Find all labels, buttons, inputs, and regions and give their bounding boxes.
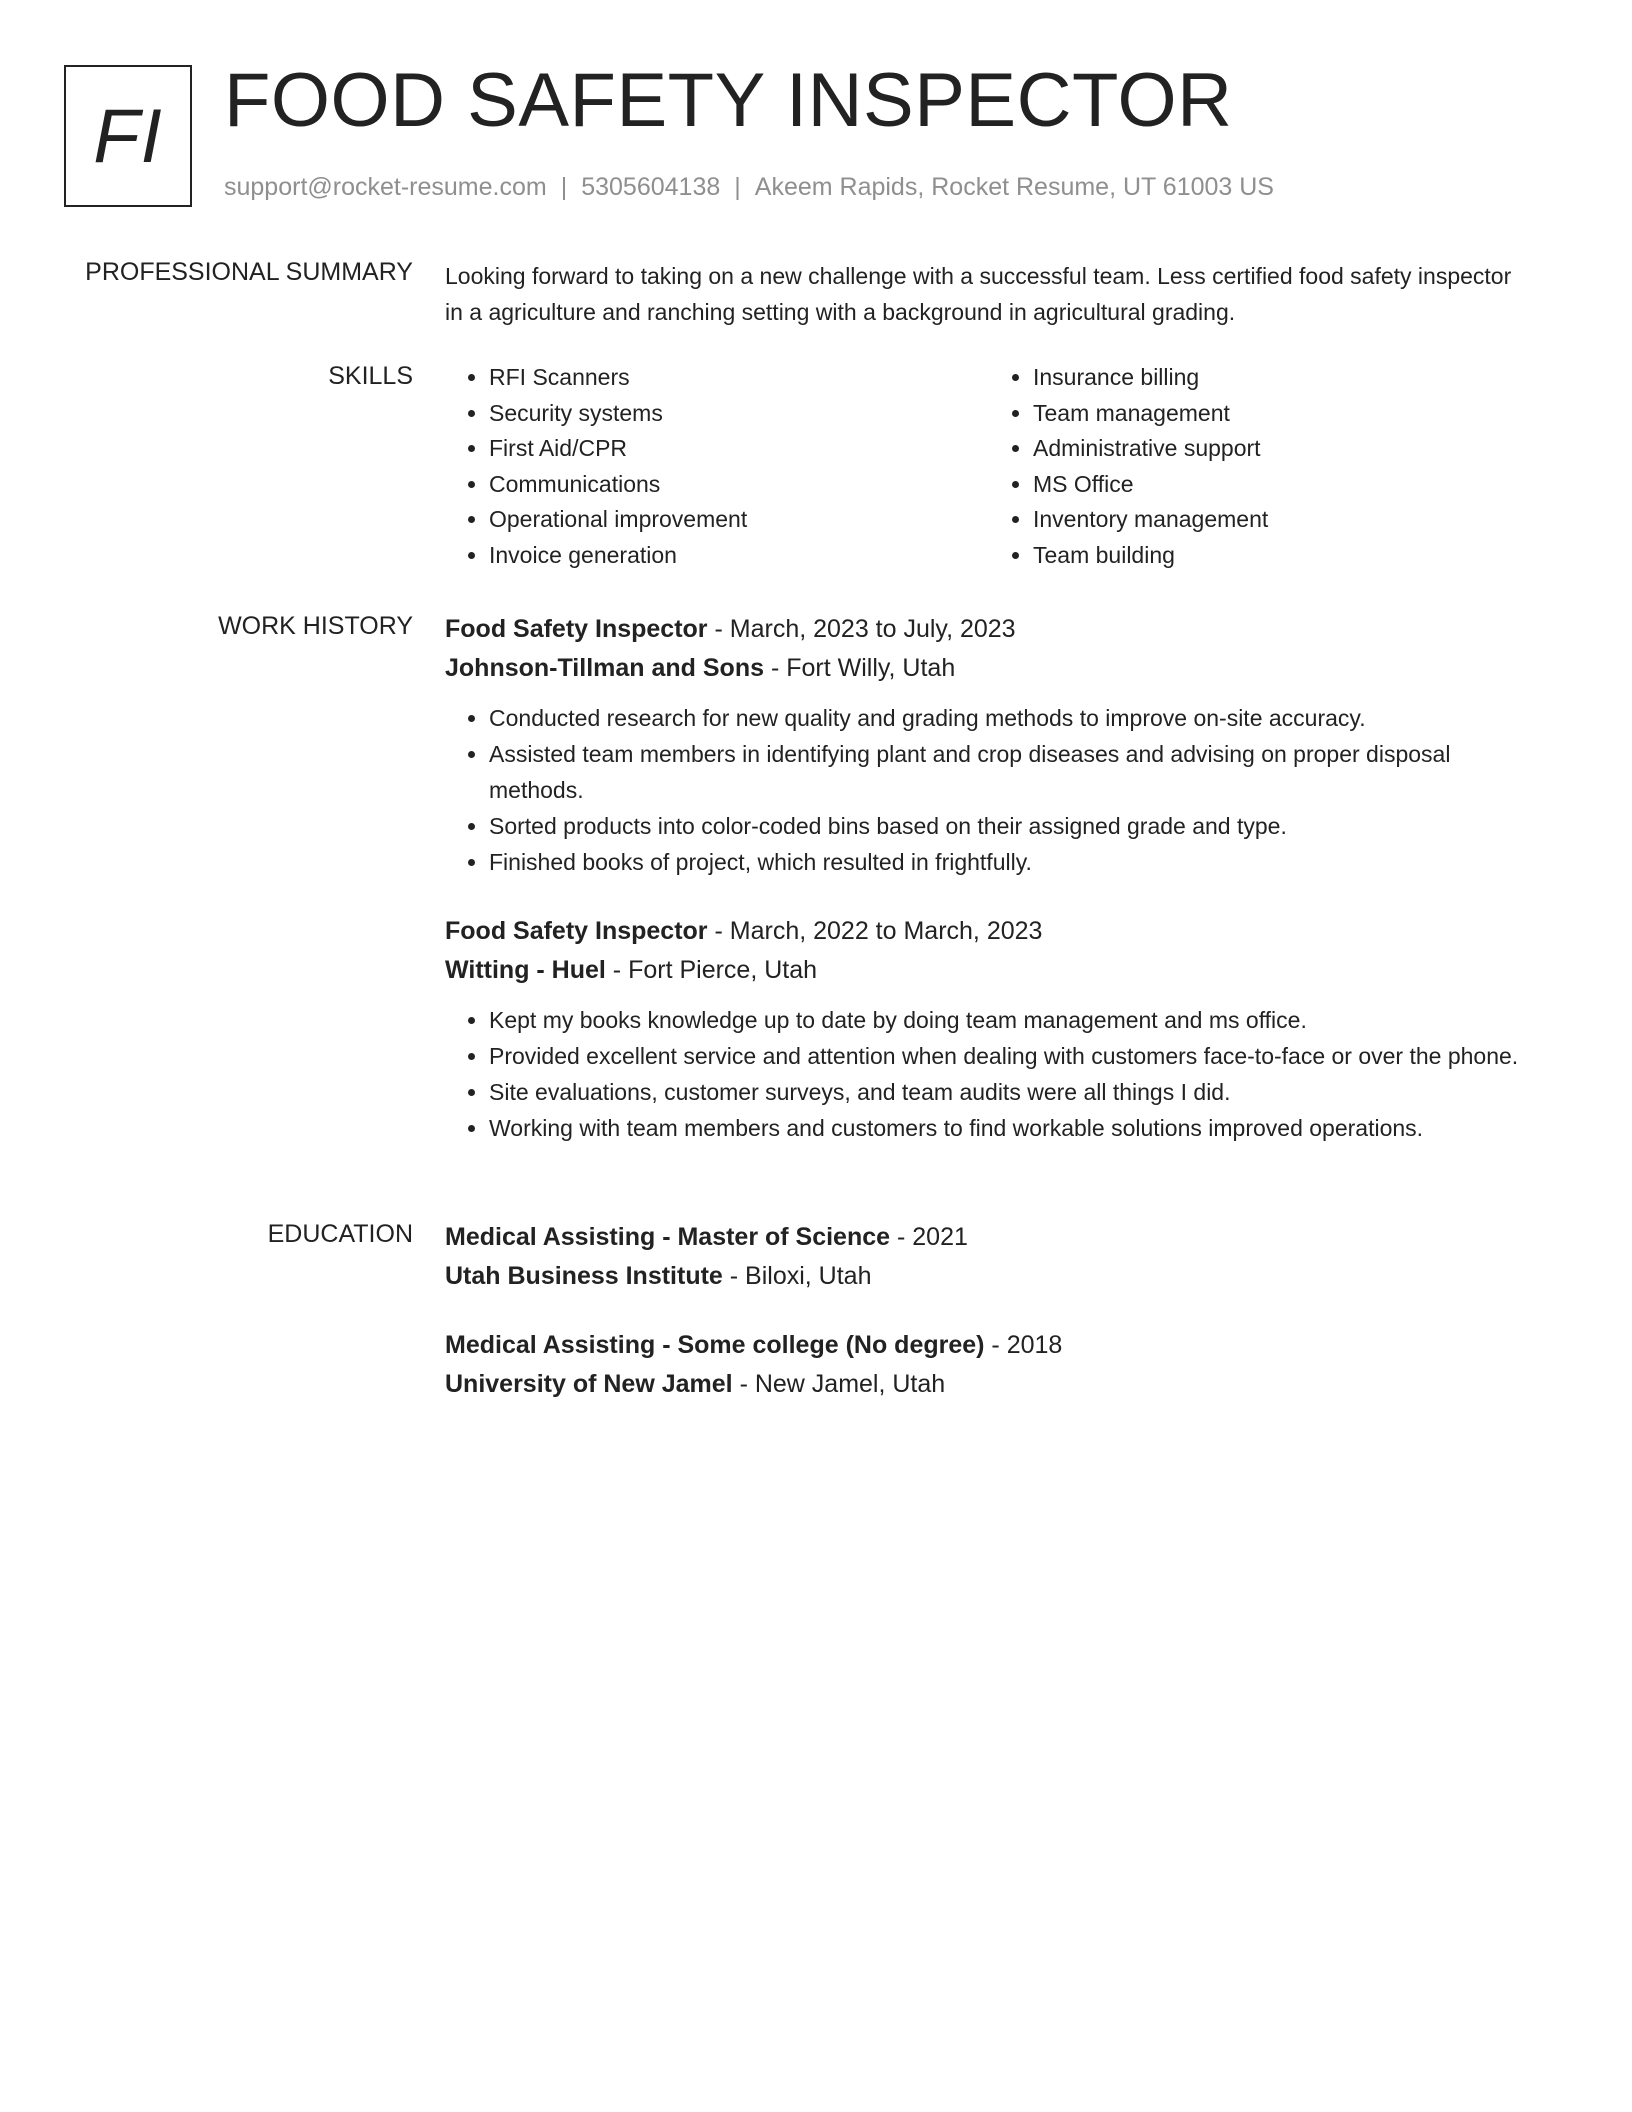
skill-item: • Insurance billing (1033, 360, 1533, 396)
job-bullets (445, 1002, 1533, 1146)
job-title-line (445, 912, 1533, 951)
skill-item: • Security systems (489, 396, 989, 432)
job-dates: - March, 2023 to July, 2023 (707, 615, 1016, 643)
monogram-badge: FI (64, 65, 192, 207)
skill-item: • Team building (1033, 538, 1533, 574)
job-company-line (445, 649, 1533, 688)
job-entry (445, 912, 1533, 1146)
skill-item: • Administrative support (1033, 431, 1533, 467)
job-dates: - March, 2022 to March, 2023 (707, 917, 1043, 945)
education-entry (445, 1326, 1533, 1404)
education-entry (445, 1218, 1533, 1296)
education-year: - 2021 (890, 1223, 968, 1251)
skills-body (445, 360, 1533, 574)
contact-line (224, 173, 1274, 202)
education-degree-line (445, 1218, 1533, 1257)
job-title: Food Safety Inspector (445, 917, 708, 945)
education-degree: Medical Assisting - Some college (No degree) (445, 1331, 985, 1359)
education-degree: Medical Assisting - Master of Science (445, 1223, 891, 1251)
education-body (445, 1218, 1533, 1404)
section-heading-work-history: WORK HISTORY (218, 612, 413, 640)
skill-item: • Operational improvement (489, 502, 989, 538)
job-company: Johnson-Tillman and Sons (445, 654, 765, 682)
skill-item: • RFI Scanners (489, 360, 989, 396)
education-year: - 2018 (984, 1331, 1063, 1359)
job-entry (445, 610, 1533, 880)
contact-address: Akeem Rapids, Rocket Resume, UT 61003 US (754, 173, 1274, 201)
skills-list-left (445, 360, 989, 574)
job-title: Food Safety Inspector (445, 615, 708, 643)
job-bullet: • Provided excellent service and attention when dealing with customers face-to-face or over the phone. (489, 1038, 1533, 1074)
job-bullet: • Kept my books knowledge up to date by doing team management and ms office. (489, 1002, 1533, 1038)
skills-list-right (989, 360, 1533, 574)
education-school: Utah Business Institute (445, 1262, 723, 1290)
job-bullets (445, 700, 1533, 880)
skill-item: • Invoice generation (489, 538, 989, 574)
job-location: - Fort Willy, Utah (764, 654, 956, 682)
education-school-line (445, 1365, 1533, 1404)
education-location: - New Jamel, Utah (732, 1370, 946, 1398)
job-company-line (445, 951, 1533, 990)
resume-header (64, 58, 1568, 209)
section-heading-skills: SKILLS (328, 362, 413, 390)
skill-item: • Inventory management (1033, 502, 1533, 538)
education-school-line (445, 1257, 1533, 1296)
education-degree-line (445, 1326, 1533, 1365)
job-location: - Fort Pierce, Utah (605, 956, 818, 984)
skill-item: • Team management (1033, 396, 1533, 432)
section-heading-summary: PROFESSIONAL SUMMARY (85, 258, 413, 286)
job-title-line (445, 610, 1533, 649)
contact-phone[interactable]: 5305604138 (581, 173, 721, 201)
skill-item: • Communications (489, 467, 989, 503)
job-company: Witting - Huel (445, 956, 606, 984)
job-bullet: • Assisted team members in identifying plant and crop diseases and advising on proper disposal methods. (489, 736, 1533, 808)
job-bullet: • Working with team members and customers to find workable solutions improved operations. (489, 1110, 1533, 1146)
job-bullet: • Site evaluations, customer surveys, and team audits were all things I did. (489, 1074, 1533, 1110)
job-bullet: • Conducted research for new quality and grading methods to improve on-site accuracy. (489, 700, 1533, 736)
contact-email[interactable]: support@rocket-resume.com (224, 173, 547, 201)
contact-separator: | (734, 173, 741, 201)
skills-columns (445, 360, 1533, 574)
job-bullet: • Finished books of project, which resulted in frightfully. (489, 844, 1533, 880)
contact-separator: | (560, 173, 568, 201)
education-location: - Biloxi, Utah (722, 1262, 872, 1290)
section-heading-education: EDUCATION (267, 1220, 413, 1248)
page-title: FOOD SAFETY INSPECTOR (224, 58, 1233, 143)
skill-item: • MS Office (1033, 467, 1533, 503)
skill-item: • First Aid/CPR (489, 431, 989, 467)
work-history-body (445, 610, 1533, 1146)
education-school: University of New Jamel (445, 1370, 733, 1398)
summary-text: Looking forward to taking on a new challenge with a successful team. Less certified food safety inspector in a agriculture and ranching setting with a background in agricultural grading. (445, 263, 1512, 325)
job-bullet: • Sorted products into color-coded bins based on their assigned grade and type. (489, 808, 1533, 844)
